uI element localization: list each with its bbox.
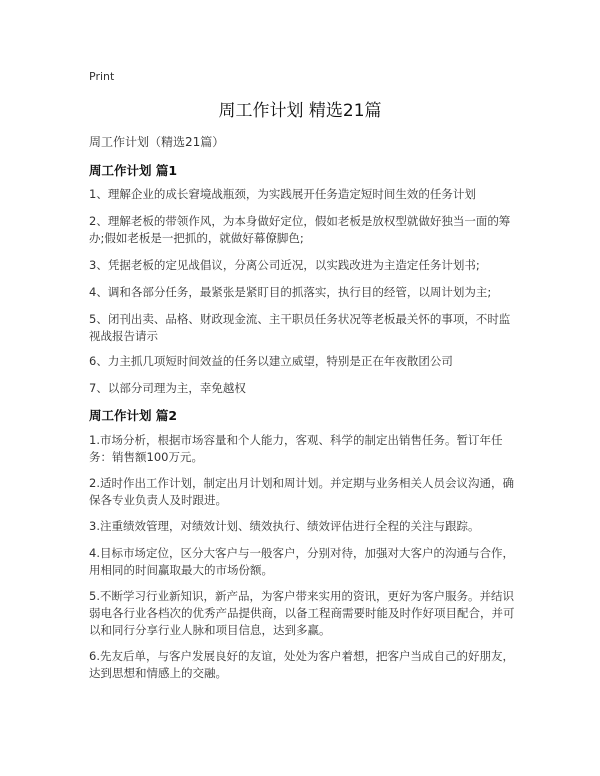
paragraph-1-5: 5、闭刊出卖、品格、财政现金流、主干职员任务状况等老板最关怀的事项，不时监视战报告请示: [89, 312, 511, 343]
page-subtitle: 周工作计划（精选21篇）: [89, 135, 225, 149]
paragraph-2-1: 1.市场分析，根据市场容量和个人能力，客观、科学的制定出销售任务。暂订年任务：销售额100万元。: [89, 433, 503, 464]
paragraph-1-3: 3、凭据老板的定见战倡议，分离公司近况，以实践改进为主造定任务计划书;: [89, 258, 480, 272]
paragraph-2-5: 5.不断学习行业新知识，新产品，为客户带来实用的资讯，更好为客户服务。并结识弱电各行业各档次的优秀产品提供商，以备工程商需要时能及时作好项目配合，并可以和同行分享行业人脉和项目信息，达到多赢。: [89, 589, 515, 637]
paragraph-1-2: 2、理解老板的带领作风，为本身做好定位，假如老板是放权型就做好独当一面的筹办;假如老板是一把抓的，就做好幕僚脚色;: [89, 214, 511, 245]
paragraph-1-6: 6、力主抓几项短时间效益的任务以建立威望，特别是正在年夜散团公司: [89, 354, 453, 368]
print-label[interactable]: Print: [89, 70, 115, 83]
page-title: 周工作计划 精选21篇: [218, 101, 382, 121]
paragraph-2-3: 3.注重绩效管理，对绩效计划、绩效执行、绩效评估进行全程的关注与跟踪。: [89, 519, 480, 533]
paragraph-2-4: 4.目标市场定位，区分大客户与一般客户，分别对待，加强对大客户的沟通与合作，用相同的时间赢取最大的市场份额。: [89, 546, 514, 577]
section-heading-1: 周工作计划 篇1: [89, 163, 178, 178]
paragraph-2-2: 2.适时作出工作计划，制定出月计划和周计划。并定期与业务相关人员会议沟通，确保各专业负责人及时跟进。: [89, 476, 514, 507]
paragraph-1-4: 4、调和各部分任务，最紧张是紧盯目的抓落实，执行目的经管，以周计划为主;: [89, 285, 492, 299]
paragraph-1-7: 7、以部分司理为主，幸免越权: [89, 381, 246, 395]
section-heading-2: 周工作计划 篇2: [89, 408, 178, 423]
paragraph-2-6: 6.先友后单，与客户发展良好的友谊，处处为客户着想，把客户当成自己的好朋友，达到思想和情感上的交融。: [89, 649, 514, 680]
paragraph-1-1: 1、理解企业的成长窘境战瓶颈，为实践展开任务造定短时间生效的任务计划: [89, 187, 476, 201]
